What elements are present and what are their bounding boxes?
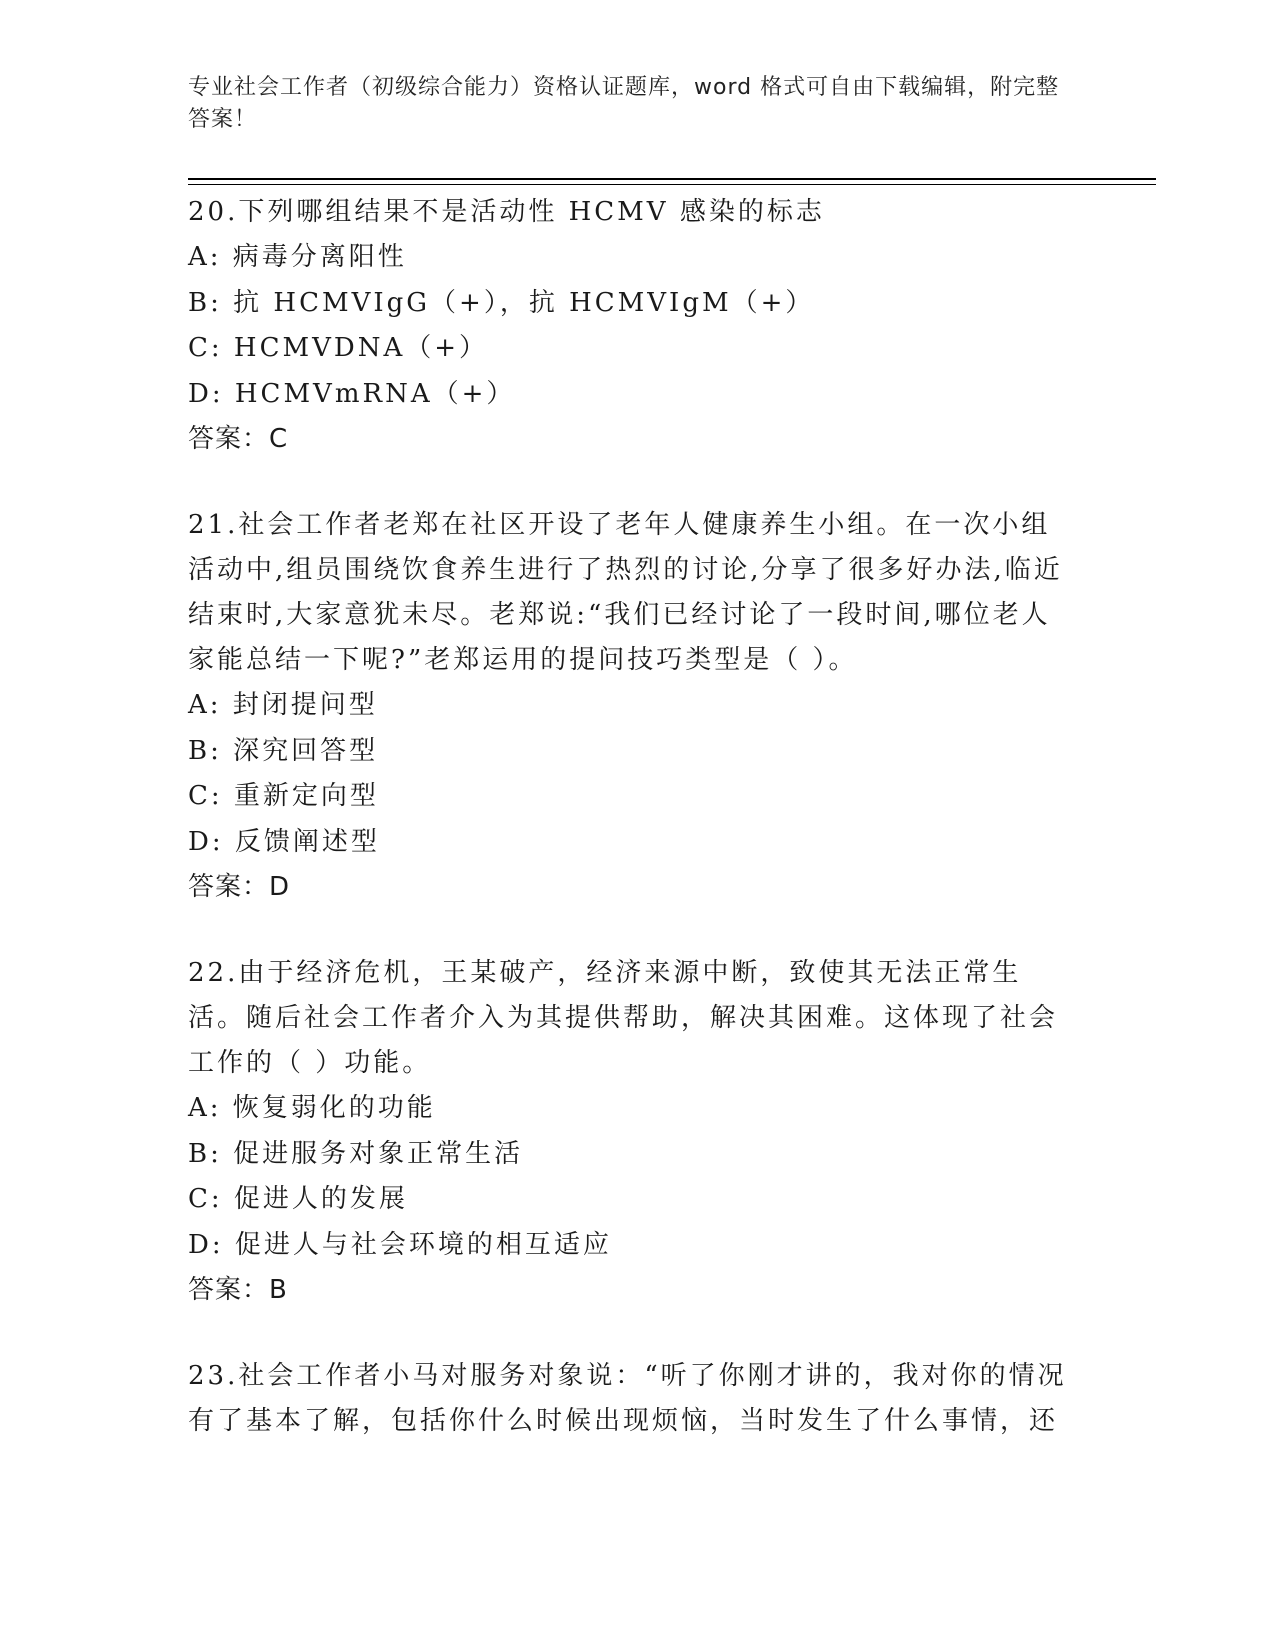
option-a: A: 病毒分离阳性 bbox=[188, 242, 407, 272]
option-b: B: 促进服务对象正常生活 bbox=[188, 1138, 524, 1169]
question-22 bbox=[188, 951, 1068, 1313]
header-divider-thick bbox=[188, 178, 1156, 180]
answer: 答案：B bbox=[188, 1275, 288, 1305]
option-c: C: 重新定向型 bbox=[188, 781, 379, 811]
option-b: B: 深究回答型 bbox=[188, 735, 379, 766]
question-list bbox=[188, 188, 1068, 1485]
option-c: C: HCMVDNA（+） bbox=[188, 333, 489, 363]
option-d: D: 促进人与社会环境的相互适应 bbox=[188, 1229, 612, 1260]
question-20 bbox=[188, 190, 1068, 462]
page-header: 专业社会工作者（初级综合能力）资格认证题库，word 格式可自由下载编辑，附完整答案！ bbox=[188, 75, 1060, 132]
question-stem: 23.社会工作者小马对服务对象说：“听了你刚才讲的，我对你的情况有了基本了解，包括你什么时候出现烦恼，当时发生了什么事情，还 bbox=[188, 1361, 1067, 1436]
question-stem: 21.社会工作者老郑在社区开设了老年人健康养生小组。在一次小组活动中,组员围绕饮食养生进行了热烈的讨论,分享了很多好办法,临近结束时,大家意犹未尽。老郑说:“我们已经讨论了一段时间,哪位老人家能总结一下呢?”老郑运用的提问技巧类型是（ ）。 bbox=[188, 510, 1063, 675]
answer: 答案：C bbox=[188, 424, 289, 454]
question-21 bbox=[188, 503, 1068, 910]
question-23 bbox=[188, 1354, 1068, 1444]
question-stem: 20.下列哪组结果不是活动性 HCMV 感染的标志 bbox=[188, 197, 825, 227]
option-a: A: 恢复弱化的功能 bbox=[188, 1093, 436, 1123]
option-c: C: 促进人的发展 bbox=[188, 1184, 408, 1214]
option-b: B: 抗 HCMVIgG（+），抗 HCMVIgM（+） bbox=[188, 287, 815, 318]
option-d: D: HCMVmRNA（+） bbox=[188, 378, 516, 409]
question-stem: 22.由于经济危机，王某破产，经济来源中断，致使其无法正常生活。随后社会工作者介入为其提供帮助，解决其困难。这体现了社会工作的（ ）功能。 bbox=[188, 958, 1059, 1078]
option-d: D: 反馈阐述型 bbox=[188, 826, 380, 857]
answer: 答案：D bbox=[188, 872, 291, 902]
header-divider-thin bbox=[188, 184, 1156, 185]
option-a: A: 封闭提问型 bbox=[188, 690, 378, 720]
